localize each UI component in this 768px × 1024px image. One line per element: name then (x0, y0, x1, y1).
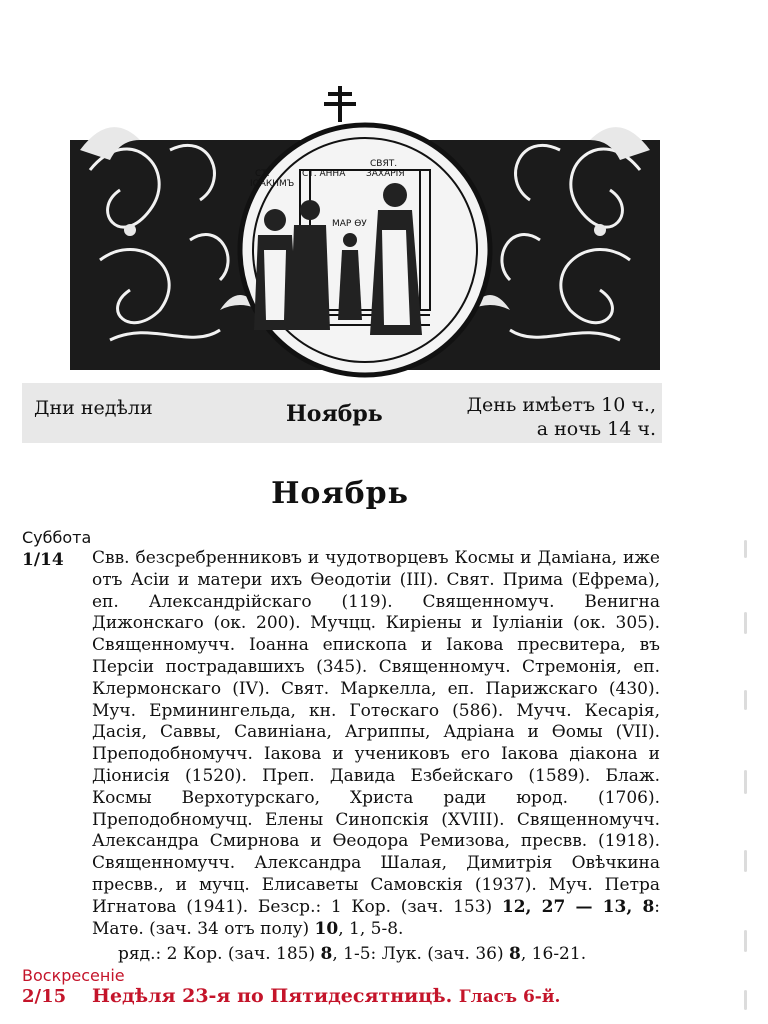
svg-text:СТ.: СТ. (255, 169, 270, 179)
svg-text:ЗАХАРІЯ: ЗАХАРІЯ (366, 169, 405, 179)
reading-text: : Матѳ. (зач. 34 отъ полу) (92, 896, 661, 939)
entry-commemorations-text (92, 548, 660, 940)
ordinary-readings (118, 944, 586, 964)
scan-edge-mark (744, 930, 747, 952)
tone-label: Гласъ 6-й. (458, 987, 561, 1007)
reading-text: , 16-21. (520, 944, 587, 964)
page-title: Ноябрь (271, 476, 409, 511)
entry-day-name: Суббота (22, 528, 92, 547)
scan-edge-mark (744, 540, 747, 558)
scan-edge-mark (744, 850, 747, 872)
scan-edge-mark (744, 612, 747, 634)
month-header-strip (22, 383, 662, 443)
scan-edge-mark (744, 690, 747, 710)
presentation-woodcut-illustration (70, 80, 660, 380)
entry-sunday-title (92, 985, 560, 1007)
reading-text: ряд.: 2 Кор. (зач. 185) (118, 944, 321, 964)
svg-text:СТ. АННА: СТ. АННА (302, 169, 346, 179)
reading-ref: 12, 27 — 13, 8 (501, 896, 655, 917)
entry-date: 2/15 (22, 986, 67, 1007)
reading-text: , 1-5: Лук. (зач. 36) (332, 944, 510, 964)
commemorations: Свв. безсребренниковъ и чудотворцевъ Космы и Даміана, иже отъ Асіи и матери ихъ Ѳеодотіи (III). Свят. Прима (Ефрема), еп. Александрійскаго (119). Священномуч. Венигна Дижонскаго (ок. 200). Мучцц. Киріены и Іуліаніи (ок. 305). Священномучч. Іоанна епископа и Іакова пресвитера, въ Персіи пострадавшихъ (345). Священномуч. Стремонія, еп. Клермонскаго (IV). Свят. Маркелла, еп. Парижскаго (430). Муч. Ерминингельда, кн. Готѳскаго (586). Мучч. Кесарія, Дасія, Саввы, Савиніана, Агриппы, Адріана и Ѳомы (VII). Преподобномучч. Іакова и учениковъ его Іакова діакона и Діонисія (1520). Преп. Давида Езбейскаго (1589). Блаж. Космы Верхотурскаго, Христа ради юрод. (1706). Преподобномучц. Елены Синопскія (XVIII). Священномучч. Александра Смирнова и Ѳеодора Ремизова, пресвв. (1918). Священномучч. Александра Шалая, Димитрія Овѣчкина пресвв., и мучц. Елисаветы Самовскія (1937). Муч. Петра Игнатова (1941). Безср.: 1 Кор. (зач. 153) (92, 548, 660, 917)
svg-text:СВЯТ.: СВЯТ. (370, 159, 398, 169)
scan-edge-mark (744, 770, 747, 794)
entry-day-name: Воскресеніе (22, 966, 125, 985)
reading-text: , 1, 5-8. (338, 918, 404, 939)
sunday-title: Недѣля 23-я по Пятидесятницѣ. (92, 985, 453, 1007)
month-label: Ноябрь (286, 401, 383, 427)
svg-text:МАР ѲУ: МАР ѲУ (332, 219, 367, 229)
night-hours: а ночь 14 ч. (536, 418, 656, 440)
daylight-hours: День имѣетъ 10 ч., (466, 394, 656, 416)
entry-date: 1/14 (22, 550, 64, 570)
weekdays-column-label: Дни недѣли (34, 397, 153, 419)
reading-ref: 10 (314, 918, 339, 939)
reading-ref: 8 (320, 944, 333, 964)
daylight-info (467, 393, 656, 441)
reading-ref: 8 (509, 944, 521, 964)
svg-text:ІОАКИМЪ: ІОАКИМЪ (250, 179, 295, 189)
scan-edge-mark (744, 990, 747, 1010)
